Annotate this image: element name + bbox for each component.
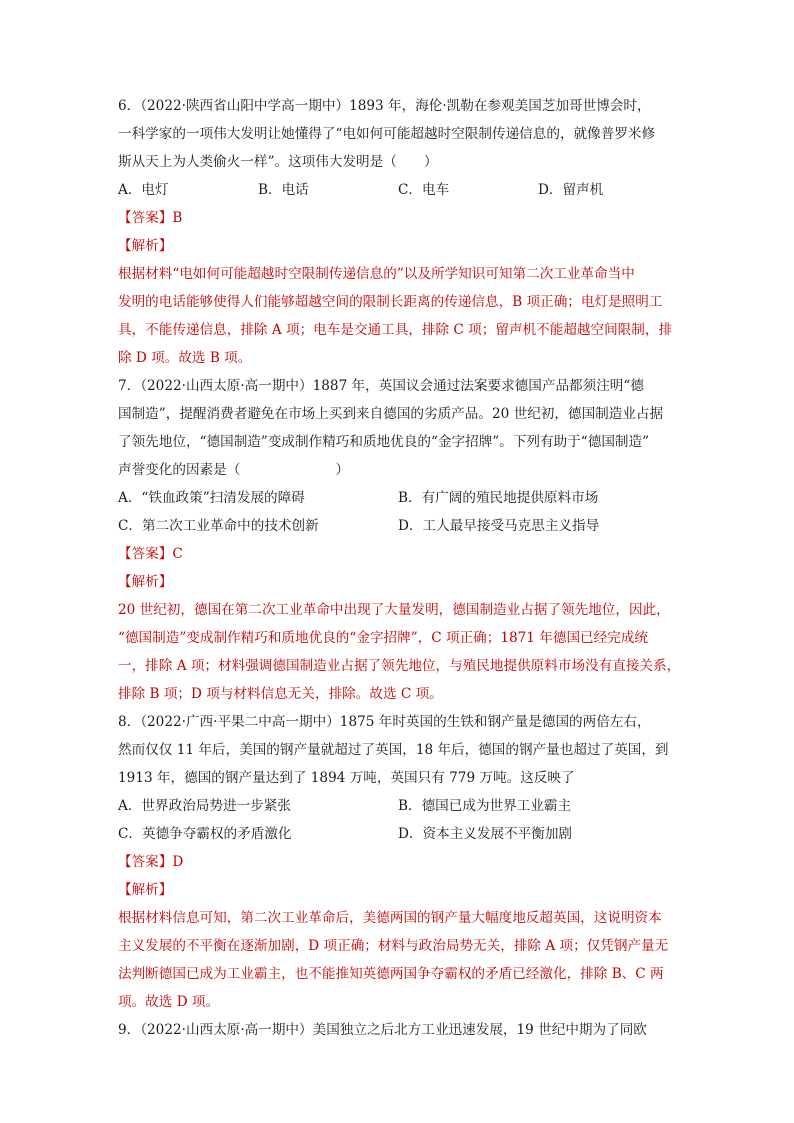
option-b: B．电话 — [258, 182, 309, 198]
option-c: C．英德争夺霸权的矛盾激化 — [118, 826, 292, 842]
analysis-line: 发明的电话能够使得人们能够超越空间的限制长距离的传递信息，B 项正确；电灯是照明工 — [118, 294, 663, 310]
analysis-label: 【解析】 — [118, 574, 173, 590]
answer-label: 【答案】D — [118, 854, 184, 870]
analysis-line: 根据材料信息可知，第二次工业革命后，美德两国的钢产量大幅度地反超英国，这说明资本 — [118, 910, 662, 926]
question-stem-line: 国制造”，提醒消费者避免在市场上买到来自德国的劣质产品。20 世纪初，德国制造业占据 — [118, 406, 664, 422]
analysis-line: “德国制造”变成制作精巧和质地优良的“金字招牌”，C 项正确；1871 年德国已经完成统 — [118, 630, 649, 646]
question-8 — [118, 708, 698, 1016]
analysis-label: 【解析】 — [118, 882, 173, 898]
analysis-line: 主义发展的不平衡在逐渐加剧，D 项正确；材料与政治局势无关，排除 A 项；仅凭钢产量无 — [118, 938, 669, 954]
question-stem-line: 6．（2022·陕西省山阳中学高一期中）1893 年，海伦·凯勒在参观美国芝加哥世博会时， — [118, 98, 651, 114]
question-options — [118, 176, 698, 204]
question-stem-line: 1913 年，德国的钢产量达到了 1894 万吨，英国只有 779 万吨。这反映了 — [118, 770, 575, 786]
question-stem-line: 斯从天上为人类偷火一样”。这项伟大发明是（ ） — [118, 154, 438, 170]
analysis-line: 法判断德国已成为工业霸主，也不能推知英德两国争夺霸权的矛盾已经激化，排除 B、C 两 — [118, 966, 664, 982]
option-b: B．有广阔的殖民地提供原料市场 — [398, 490, 599, 506]
analysis-line: 一，排除 A 项；材料强调德国制造业占据了领先地位，与殖民地提供原料市场没有直接关系， — [118, 658, 681, 674]
question-options — [118, 820, 698, 848]
option-c: C．电车 — [398, 182, 450, 198]
option-d: D．资本主义发展不平衡加剧 — [398, 826, 573, 842]
option-d: D．留声机 — [538, 182, 604, 198]
analysis-line: 排除 B 项；D 项与材料信息无关，排除。故选 C 项。 — [118, 686, 443, 702]
analysis-label: 【解析】 — [118, 238, 173, 254]
analysis-line: 20 世纪初，德国在第二次工业革命中出现了大量发明，德国制造业占据了领先地位，因此， — [118, 602, 670, 618]
answer-label: 【答案】B — [118, 210, 183, 226]
question-stem-line: 了领先地位，“德国制造”变成制作精巧和质地优良的“金字招牌”。下列有助于“德国制造” — [118, 434, 650, 450]
option-a: A．“铁血政策”扫清发展的障碍 — [118, 490, 305, 506]
document-content — [118, 92, 698, 1044]
question-options — [118, 512, 698, 540]
question-stem-line: 声誉变化的因素是（ ） — [118, 462, 350, 478]
question-stem-line: 7．（2022·山西太原·高一期中）1887 年，英国议会通过法案要求德国产品都须注明“德 — [118, 378, 644, 394]
option-c: C．第二次工业革命中的技术创新 — [118, 518, 319, 534]
question-9 — [118, 1016, 698, 1044]
question-options — [118, 484, 698, 512]
question-6 — [118, 92, 698, 372]
question-stem-line: 8．（2022·广西·平果二中高一期中）1875 年时英国的生铁和钢产量是德国的两倍左右， — [118, 714, 651, 730]
question-stem-line: 然而仅仅 11 年后，美国的钢产量就超过了英国，18 年后，德国的钢产量也超过了英国，到 — [118, 742, 669, 758]
option-b: B．德国已成为世界工业霸主 — [398, 798, 572, 814]
question-stem-line: 一科学家的一项伟大发明让她懂得了“电如何可能超越时空限制传递信息的，就像普罗米修 — [118, 126, 656, 142]
option-d: D．工人最早接受马克思主义指导 — [398, 518, 600, 534]
analysis-line: 除 D 项。故选 B 项。 — [118, 350, 252, 366]
analysis-line: 具，不能传递信息，排除 A 项；电车是交通工具，排除 C 项；留声机不能超越空间限制，排 — [118, 322, 673, 338]
option-a: A．电灯 — [118, 182, 169, 198]
analysis-line: 项。故选 D 项。 — [118, 994, 220, 1010]
answer-label: 【答案】C — [118, 546, 183, 562]
question-7 — [118, 372, 698, 708]
option-a: A．世界政治局势进一步紧张 — [118, 798, 291, 814]
analysis-line: 根据材料“电如何可能超越时空限制传递信息的”以及所学知识可知第二次工业革命当中 — [118, 266, 635, 282]
question-options — [118, 792, 698, 820]
question-stem-line: 9．（2022·山西太原·高一期中）美国独立之后北方工业迅速发展，19 世纪中期为了同欧 — [118, 1022, 647, 1038]
